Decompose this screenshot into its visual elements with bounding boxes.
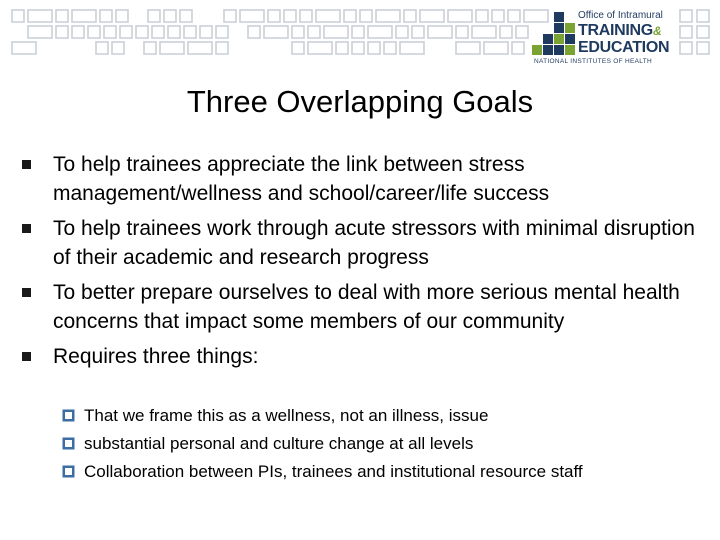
grid-square [428,26,452,38]
grid-square [284,10,296,22]
grid-square [368,42,380,54]
grid-square [324,26,348,38]
grid-square [148,10,160,22]
grid-square [200,26,212,38]
sub-bullet-text: substantial personal and culture change at all levels [84,434,474,453]
checkbox-bullet-icon [62,465,75,478]
grid-square [476,10,488,22]
sub-bullet-text: That we frame this as a wellness, not an illness, issue [84,406,489,425]
logo-squares-icon [532,12,576,60]
grid-square [152,26,164,38]
grid-square [116,10,128,22]
grid-square [516,26,528,38]
grid-square [412,26,424,38]
grid-square [484,42,508,54]
slide-title: Three Overlapping Goals [186,84,534,119]
grid-square [448,10,472,22]
grid-square [292,26,304,38]
grid-square [697,42,709,54]
grid-square [12,42,36,54]
grid-square [360,10,372,22]
bullet-text: To help trainees appreciate the link between stress management/wellness and school/career/life success [53,153,550,205]
grid-square [308,42,332,54]
grid-square [248,26,260,38]
grid-square [240,10,264,22]
grid-square [404,10,416,22]
grid-square [508,10,520,22]
grid-square [96,42,108,54]
main-bullet-list [22,150,702,377]
square-bullet-icon [22,288,31,297]
grid-square [500,26,512,38]
grid-square [136,26,148,38]
grid-square [180,10,192,22]
grid-square [384,42,396,54]
grid-square [352,42,364,54]
grid-square [492,10,504,22]
oite-logo [532,8,692,66]
grid-square [188,42,212,54]
grid-square [216,26,228,38]
grid-square [308,26,320,38]
grid-square [300,10,312,22]
grid-square [472,26,496,38]
grid-square [12,10,24,22]
grid-square [28,26,52,38]
grid-square [268,10,280,22]
grid-square [88,26,100,38]
grid-square [368,26,392,38]
grid-square [184,26,196,38]
grid-square [100,10,112,22]
grid-square [697,26,709,38]
grid-square [56,10,68,22]
list-item [22,342,702,371]
logo-nih-text: NATIONAL INSTITUTES OF HEALTH [534,58,653,65]
grid-square [56,26,68,38]
grid-square [512,42,524,54]
grid-square [224,10,236,22]
sub-bullet-text: Collaboration between PIs, trainees and institutional resource staff [84,462,583,481]
grid-square [336,42,348,54]
grid-square [164,10,176,22]
grid-square [112,42,124,54]
list-item [62,458,702,486]
grid-square [316,10,340,22]
grid-square [264,26,288,38]
grid-square [376,10,400,22]
grid-square [144,42,156,54]
bullet-text: Requires three things: [53,345,259,368]
square-bullet-icon [22,224,31,233]
grid-square [168,26,180,38]
grid-square [216,42,228,54]
grid-square [292,42,304,54]
logo-training-text: TRAINING& [578,22,662,39]
logo-education-text: EDUCATION [578,39,670,56]
grid-square [400,42,424,54]
list-item [62,402,702,430]
checkbox-bullet-icon [62,409,75,422]
bullet-text: To better prepare ourselves to deal with more serious mental health concerns that impact some members of our community [53,281,680,333]
list-item [62,430,702,458]
grid-square [352,26,364,38]
checkbox-bullet-icon [62,437,75,450]
list-item [22,214,702,272]
grid-square [28,10,52,22]
grid-square [396,26,408,38]
list-item [22,150,702,208]
grid-square [120,26,132,38]
grid-square [160,42,184,54]
square-bullet-icon [22,352,31,361]
sub-bullet-list [62,402,702,486]
grid-square [344,10,356,22]
grid-square [456,42,480,54]
grid-square [697,10,709,22]
grid-square [420,10,444,22]
logo-office-text: Office of Intramural [578,10,663,21]
grid-square [104,26,116,38]
bullet-text: To help trainees work through acute stressors with minimal disruption of their academic and research progress [53,217,695,269]
square-bullet-icon [22,160,31,169]
grid-square [456,26,468,38]
grid-square [72,10,96,22]
list-item [22,278,702,336]
grid-square [72,26,84,38]
